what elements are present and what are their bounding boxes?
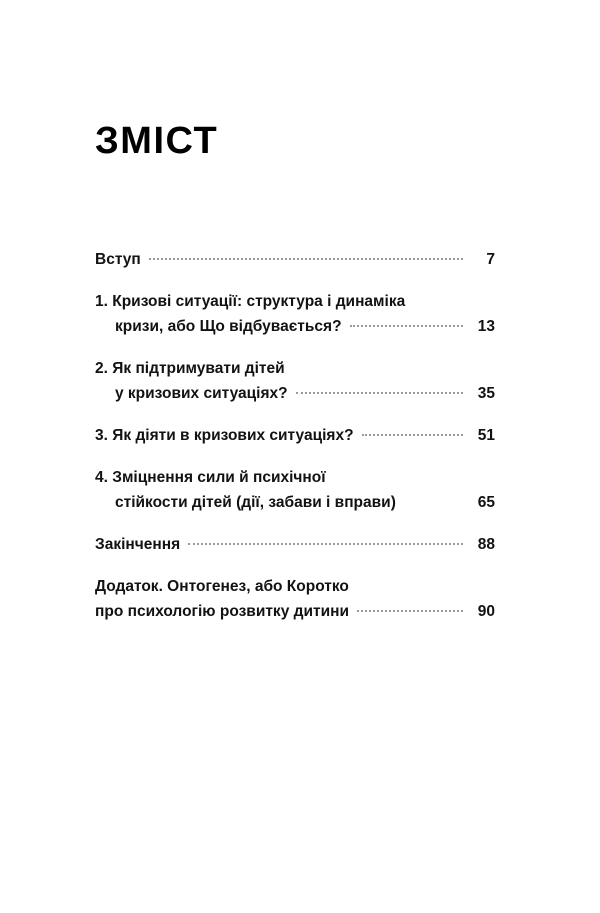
toc-entry-line [95, 382, 495, 406]
toc-entry-text: Вступ [95, 251, 141, 268]
toc-entry-text: 4. Зміцнення сили й психічної [95, 469, 326, 487]
dot-leader [149, 258, 463, 260]
toc-entry-text: Додаток. Онтогенез, або Коротко [95, 578, 349, 596]
toc-entry-text: кризи, або Що відбувається? [115, 318, 342, 336]
toc-entry-line [95, 248, 495, 272]
toc-entry-line [95, 424, 495, 448]
toc-entry-line [95, 575, 495, 599]
dot-leader [362, 434, 463, 436]
toc-entry[interactable] [95, 533, 495, 557]
toc-entry-line [95, 491, 495, 515]
toc-entry[interactable] [95, 248, 495, 272]
toc-entry-text: 3. Як діяти в кризових ситуаціях? [95, 427, 354, 445]
toc-entry-text: 1. Кризові ситуації: структура і динаміка [95, 293, 406, 311]
toc-entry-line [95, 466, 495, 490]
toc-entry-text: 2. Як підтримувати дітей [95, 360, 285, 378]
dot-leader [296, 392, 463, 394]
toc-entry[interactable] [95, 290, 495, 339]
toc-entry-line [95, 357, 495, 381]
toc-entry[interactable] [95, 357, 495, 406]
toc-entry-text: Закінчення [95, 536, 181, 554]
dot-leader [357, 610, 463, 612]
table-of-contents [95, 248, 495, 642]
toc-page-number: 65 [477, 494, 495, 512]
toc-entry-text: про психологію розвитку дитини [95, 603, 349, 621]
toc-entry-line [95, 290, 495, 314]
toc-page-number: 13 [477, 318, 495, 336]
toc-page-number: 51 [477, 427, 495, 445]
toc-page-number: 35 [477, 385, 495, 403]
toc-entry-line [95, 533, 495, 557]
page-title: ЗМІСТ [95, 120, 219, 162]
dot-leader [350, 325, 463, 327]
toc-page-number: 88 [477, 536, 495, 554]
toc-entry[interactable] [95, 424, 495, 448]
toc-entry-line [95, 600, 495, 624]
toc-page-number: 7 [486, 251, 495, 268]
dot-leader [188, 543, 463, 545]
toc-page-number: 90 [477, 603, 495, 621]
toc-entry[interactable] [95, 466, 495, 515]
toc-entry-text: стійкости дітей (дії, забави і вправи) [115, 494, 396, 512]
toc-entry-line [95, 315, 495, 339]
toc-entry-text: у кризових ситуаціях? [115, 385, 288, 403]
toc-entry[interactable] [95, 575, 495, 624]
